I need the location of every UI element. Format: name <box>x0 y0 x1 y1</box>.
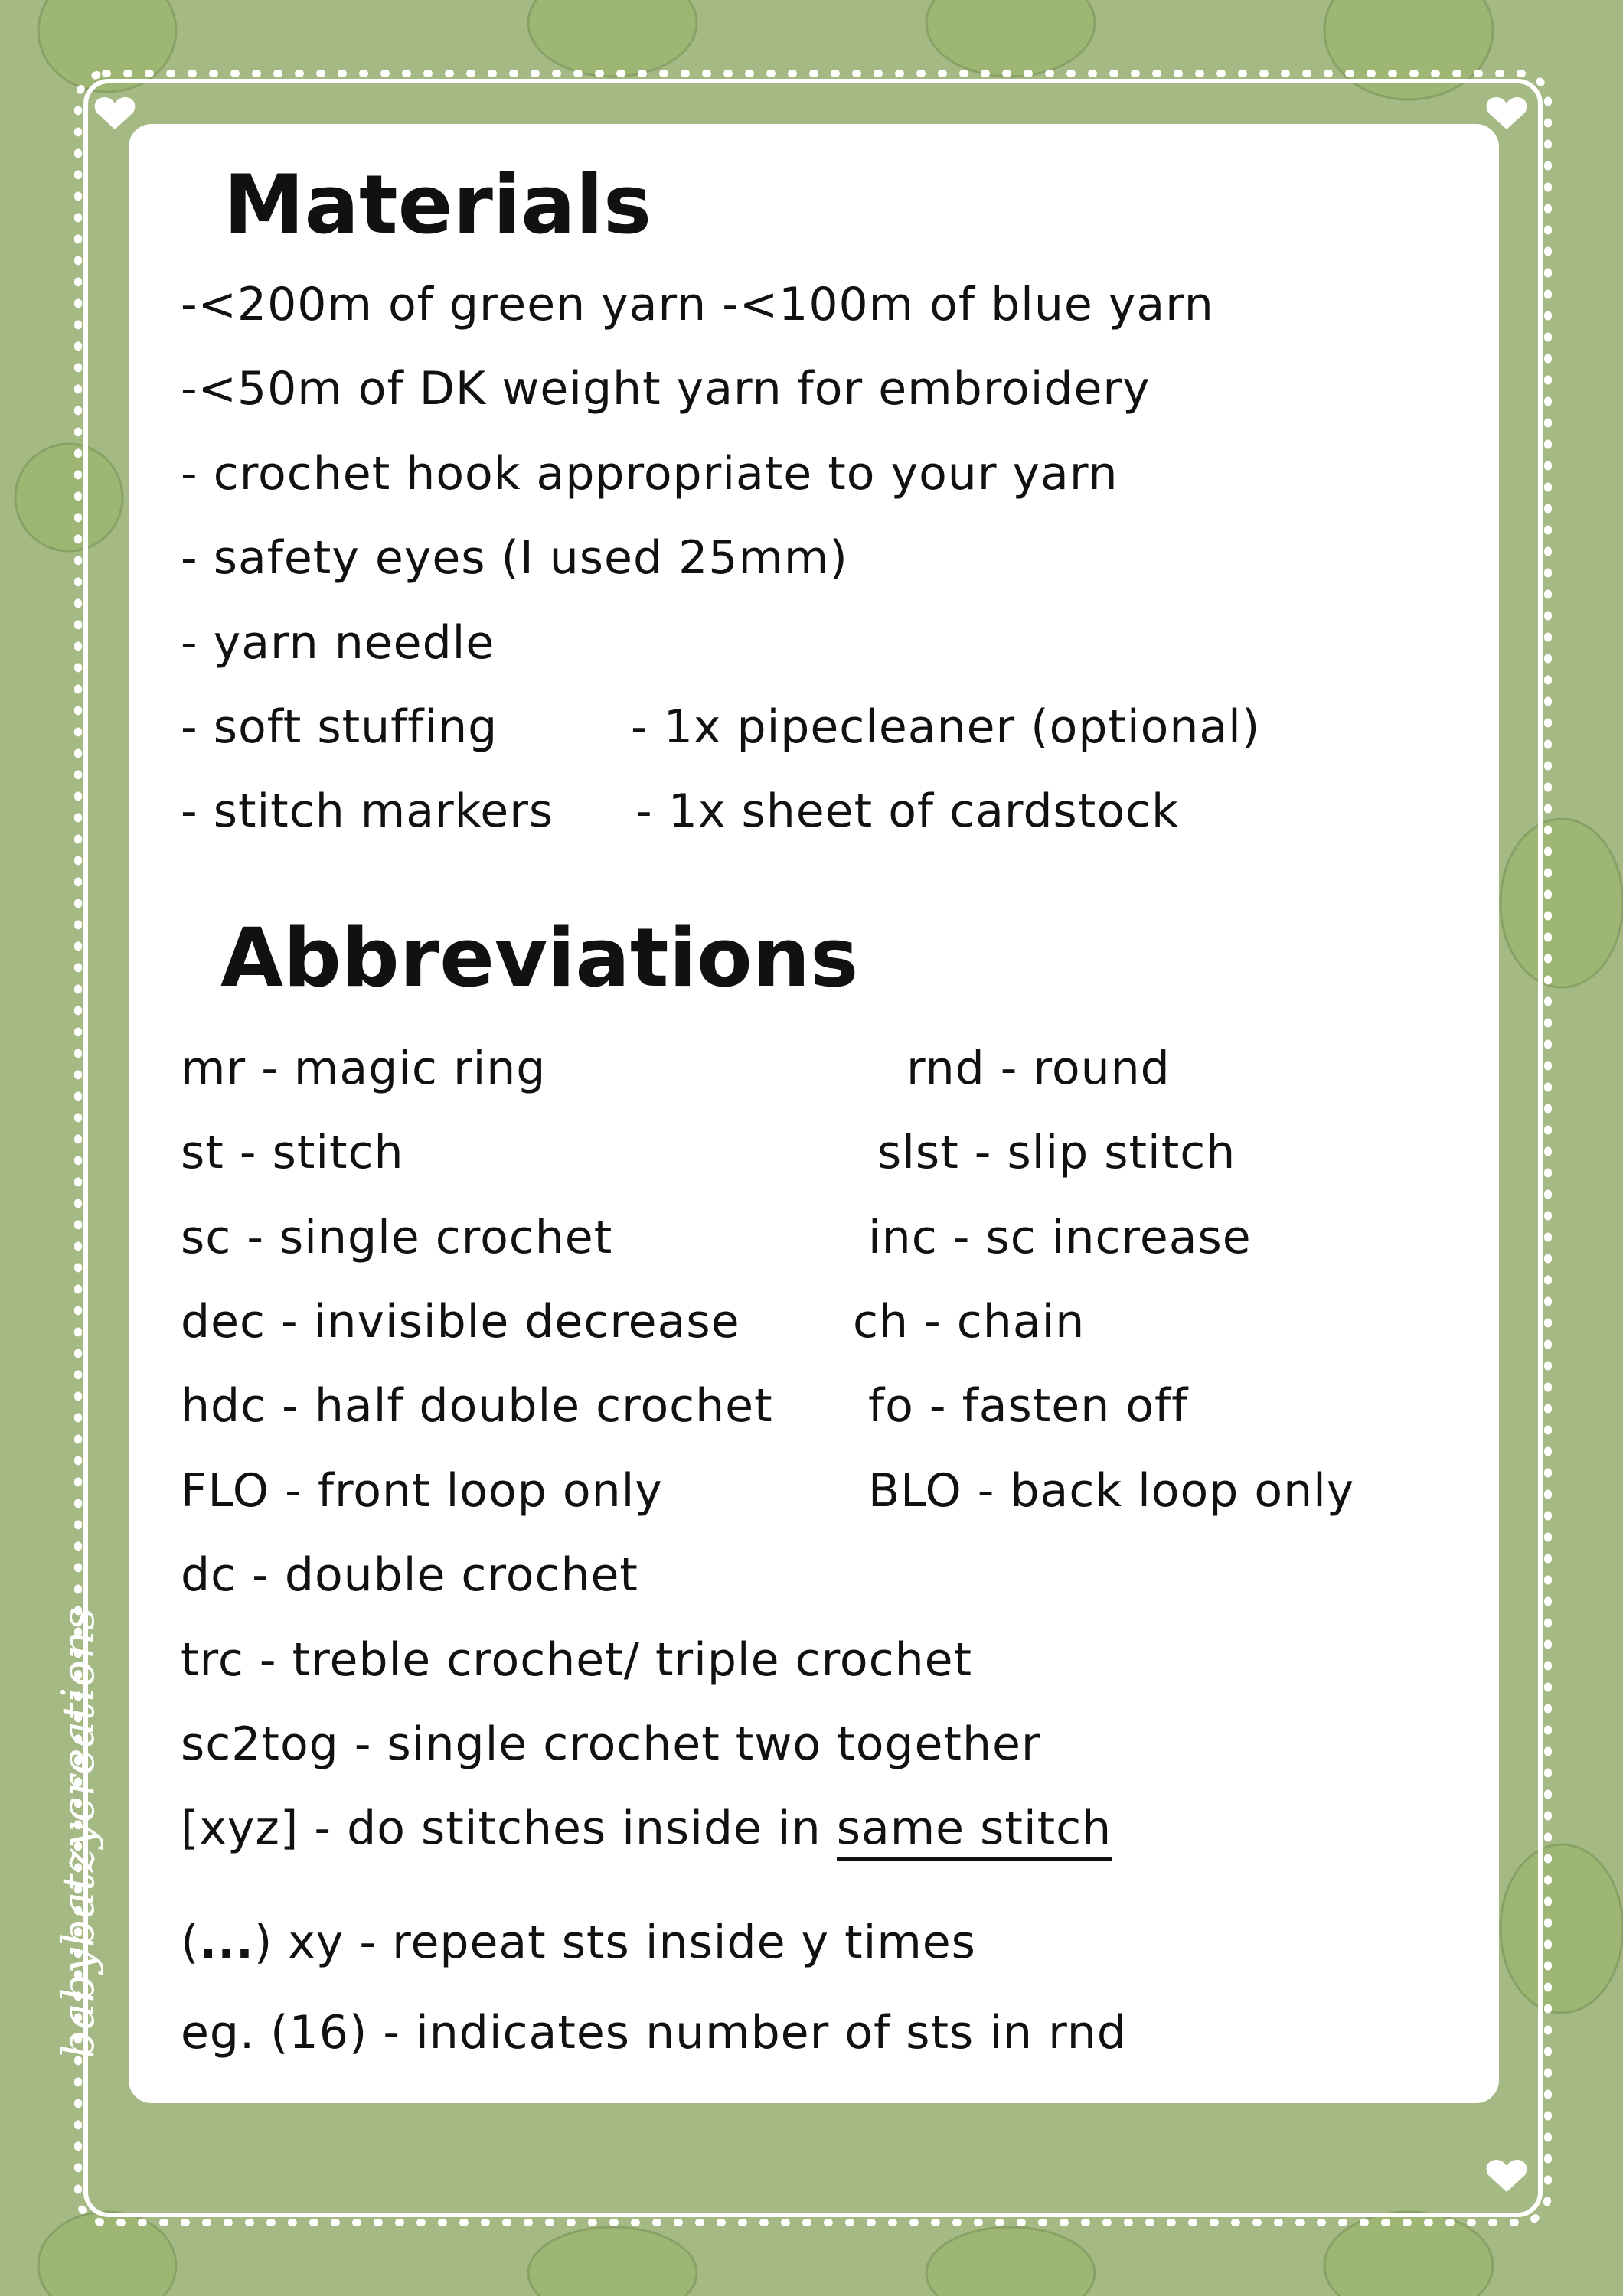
materials-line: - crochet hook appropriate to your yarn <box>181 447 1118 501</box>
abbreviation-item: ch - chain <box>853 1295 1086 1349</box>
materials-line: - safety eyes (I used 25mm) <box>181 531 848 585</box>
abbreviation-item: rnd - round <box>906 1042 1171 1095</box>
abbreviation-item: BLO - back loop only <box>868 1464 1355 1518</box>
materials-line: -<200m of green yarn -<100m of blue yarn <box>181 278 1214 331</box>
watermark-text: babybatzycreations <box>52 1606 104 2059</box>
materials-line: - soft stuffing <box>181 700 498 754</box>
materials-line: - 1x pipecleaner (optional) <box>631 700 1261 754</box>
abbreviation-item: dec - invisible decrease <box>181 1295 740 1349</box>
abbreviation-item <box>181 1799 1112 1857</box>
abbreviation-item: hdc - half double crochet <box>181 1379 773 1433</box>
materials-title: Materials <box>224 158 652 252</box>
abbreviation-item: eg. (16) - indicates number of sts in rnd <box>181 2006 1127 2060</box>
abbreviation-item: mr - magic ring <box>181 1042 547 1095</box>
abbreviation-item: sc - single crochet <box>181 1211 613 1264</box>
abbreviation-item <box>181 1913 976 1971</box>
abbreviation-item: dc - double crochet <box>181 1548 638 1602</box>
xyz-text: [xyz] - do stitches inside in <box>181 1802 837 1855</box>
abbreviation-item: trc - treble crochet/ triple crochet <box>181 1633 973 1687</box>
abbreviation-item: sc2tog - single crochet two together <box>181 1717 1041 1771</box>
abbreviation-item: inc - sc increase <box>868 1211 1252 1264</box>
materials-line: - yarn needle <box>181 616 495 670</box>
abbreviation-item: fo - fasten off <box>868 1379 1189 1433</box>
materials-line: -<50m of DK weight yarn for embroidery <box>181 362 1151 416</box>
abbreviation-item: st - stitch <box>181 1126 404 1179</box>
underlined-text: same stitch <box>837 1802 1112 1861</box>
repeat-text: ) xy - repeat sts inside y times <box>253 1916 976 1969</box>
abbreviation-item: FLO - front loop only <box>181 1464 663 1518</box>
paren-open: ( <box>181 1916 200 1969</box>
ellipsis: ... <box>199 1916 254 1969</box>
abbreviation-item: slst - slip stitch <box>877 1126 1236 1179</box>
abbreviations-title: Abbreviations <box>220 911 859 1005</box>
materials-line: - 1x sheet of cardstock <box>635 784 1179 838</box>
materials-line: - stitch markers <box>181 784 554 838</box>
